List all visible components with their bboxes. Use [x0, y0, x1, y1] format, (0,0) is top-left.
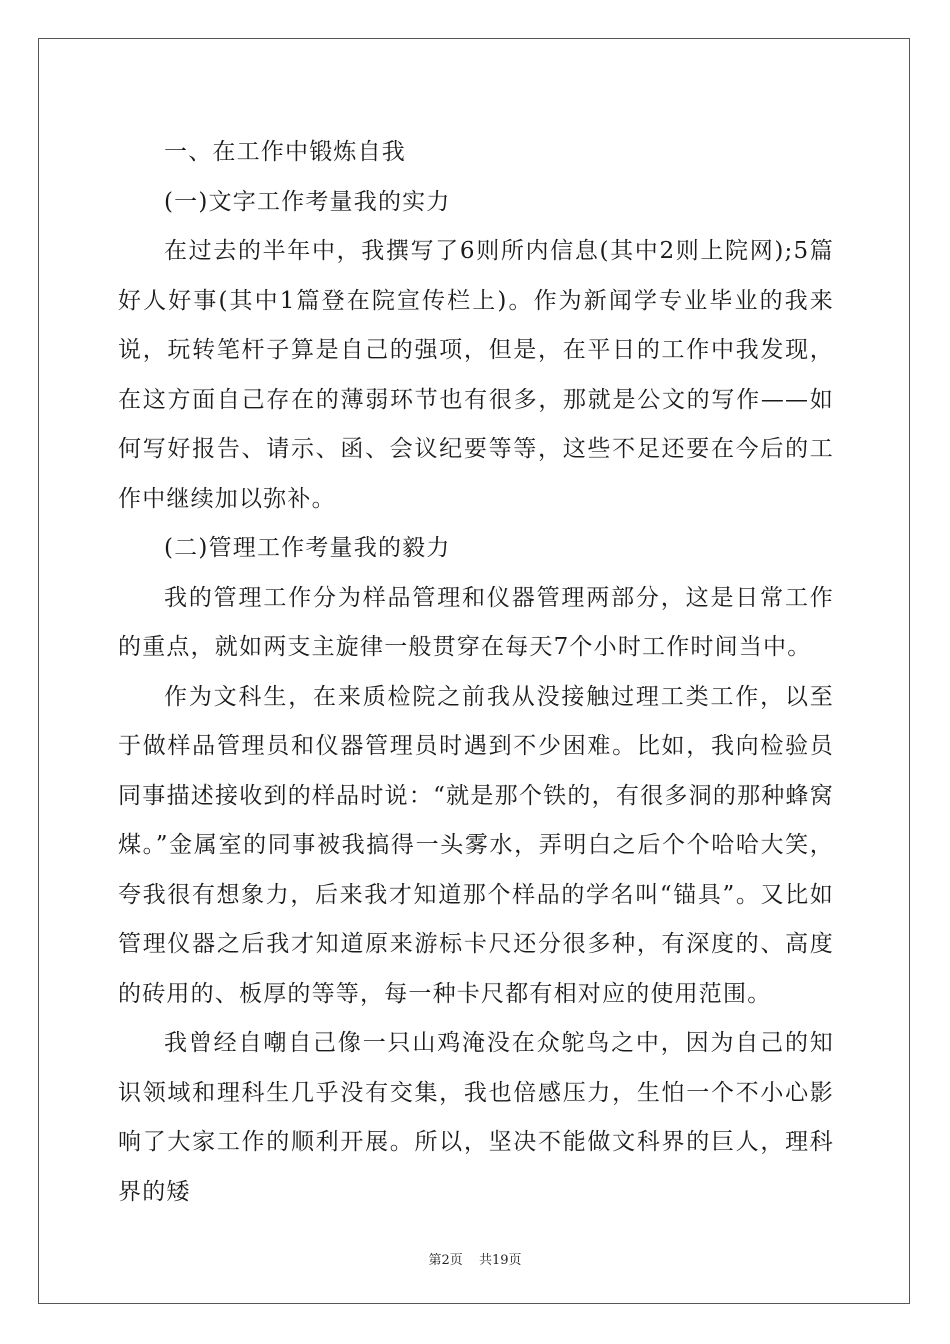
page-number: 第2页: [428, 1253, 463, 1268]
body-paragraph: 我曾经自嘲自己像一只山鸡淹没在众鸵鸟之中，因为自己的知识领域和理科生几乎没有交集，我也倍感压力，生怕一个不小心影响了大家工作的顺利开展。所以，坚决不能做文科界的巨人，理科界的矮: [118, 1030, 834, 1205]
section-heading: 一、在工作中锻炼自我: [164, 139, 406, 165]
body-paragraph: 在过去的半年中，我撰写了6则所内信息(其中2则上院网);5篇好人好事(其中1篇登在院宣传栏上)。作为新闻学专业毕业的我来说，玩转笔杆子算是自己的强项，但是，在平日的工作中我发现，在这方面自己存在的薄弱环节也有很多，那就是公文的写作——如何写好报告、请示、函、会议纪要等等，这些不足还要在今后的工作中继续加以弥补。: [118, 238, 834, 512]
page-footer: [0, 1249, 950, 1268]
subsection-heading: (一)文字工作考量我的实力: [164, 188, 451, 215]
page-total: 共19页: [478, 1253, 522, 1268]
document-body: [118, 128, 834, 1217]
subsection-heading: (二)管理工作考量我的毅力: [164, 535, 451, 561]
body-paragraph: 我的管理工作分为样品管理和仪器管理两部分，这是日常工作的重点，就如两支主旋律一般贯穿在每天7个小时工作时间当中。: [118, 584, 834, 660]
body-paragraph: 作为文科生，在来质检院之前我从没接触过理工类工作，以至于做样品管理员和仪器管理员时遇到不少困难。比如，我向检验员同事描述接收到的样品时说：“就是那个铁的，有很多洞的那种蜂窝煤。”金属室的同事被我搞得一头雾水，弄明白之后个个哈哈大笑，夸我很有想象力，后来我才知道那个样品的学名叫“锚具”。又比如管理仪器之后我才知道原来游标卡尺还分很多种，有深度的、高度的砖用的、板厚的等等，每一种卡尺都有相对应的使用范围。: [118, 683, 834, 1007]
